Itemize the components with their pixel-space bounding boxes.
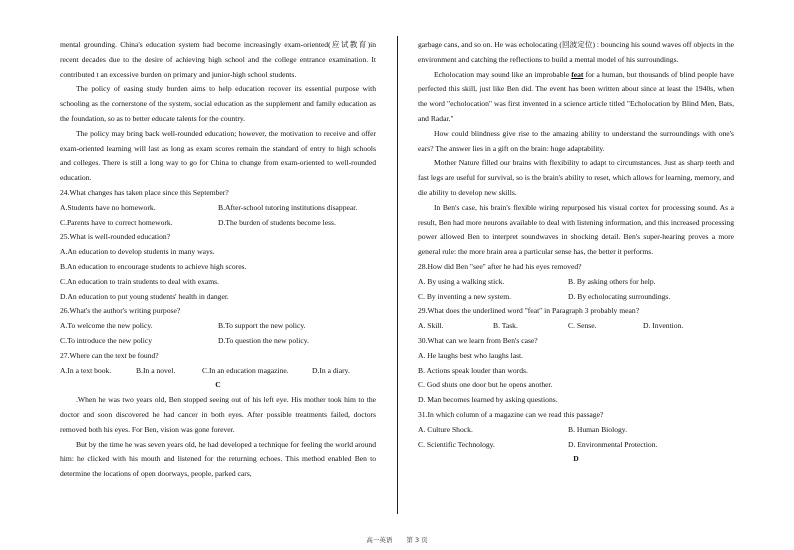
q27-option-a: A.In a text book. bbox=[60, 365, 112, 375]
section-d-heading: D bbox=[573, 454, 579, 464]
question-24-options-row1 bbox=[60, 201, 376, 216]
question-29: 29.What does the underlined word "feat" in Paragraph 3 probably mean? bbox=[418, 306, 640, 316]
page-footer bbox=[0, 535, 794, 544]
q25-option-b: B.An education to encourage students to achieve high scores. bbox=[60, 261, 247, 271]
q27-option-d: D.In a diary. bbox=[312, 365, 350, 375]
underlined-word-feat: feat bbox=[571, 69, 584, 79]
question-31-options-row2 bbox=[418, 438, 734, 453]
q27-option-b: B.In a novel. bbox=[136, 365, 176, 375]
q31-option-d: D. Environmental Protection. bbox=[568, 439, 658, 449]
left-paragraph-3: The policy may bring back well-rounded education; however, the motivation to receive and offer exam-oriented learning will last as long as exam scores remain the standard of entry to high schools and colleges. There is still a long way to go for China to change from exam-oriented to well-rounded education. bbox=[60, 128, 376, 183]
question-26: 26.What's the author's writing purpose? bbox=[60, 306, 181, 316]
left-column bbox=[60, 38, 376, 482]
q28-option-a: A. By using a walking stick. bbox=[418, 276, 505, 286]
right-paragraph-3: How could blindness give rise to the amazing ability to understand the surroundings with one's ears? The answer lies in a gift on the brain: huge adaptability. bbox=[418, 128, 734, 153]
q31-option-c: C. Scientific Technology. bbox=[418, 439, 495, 449]
section-c-heading: C bbox=[215, 380, 221, 390]
right-paragraph-2-end: for a human, but thousands of blind people have perfected this skill, just like Ben did. The event has been written about since at least the 1940s, when the word "echolocation" was first invented in a science article titled "Echolocation by Blind Men, Bats, and Radar." bbox=[418, 69, 734, 123]
footer-subject: 高一英语 bbox=[366, 536, 393, 544]
q30-option-b: B. Actions speak louder than words. bbox=[418, 365, 528, 375]
q25-option-a: A.An education to develop students in many ways. bbox=[60, 247, 215, 257]
question-26-options-row1 bbox=[60, 319, 376, 334]
q31-option-a: A. Culture Shock. bbox=[418, 424, 473, 434]
q27-option-c: C.In an education magazine. bbox=[202, 365, 289, 375]
q24-option-c: C.Parents have to correct homework. bbox=[60, 217, 173, 227]
q29-option-c: C. Sense. bbox=[568, 321, 597, 331]
question-31: 31.In which column of a magazine can we read this passage? bbox=[418, 409, 604, 419]
q25-option-d: D.An education to put young students' health in danger. bbox=[60, 291, 229, 301]
question-28-options-row1 bbox=[418, 275, 734, 290]
question-27: 27.Where can the text be found? bbox=[60, 350, 159, 360]
q26-option-a: A.To welcome the new policy. bbox=[60, 321, 153, 331]
right-paragraph-4: Mother Nature filled our brains with flexibility to adapt to circumstances. Just as sharp teeth and fast legs are useful for survival, so is the brain's ability to reset, which allows for learning, memory, and die ability to develop new skills. bbox=[418, 158, 734, 197]
q30-option-d: D. Man becomes learned by asking questions. bbox=[418, 395, 558, 405]
question-25: 25.What is well-rounded education? bbox=[60, 232, 171, 242]
right-paragraph-1: garbage cans, and so on. He was echolocating (回波定位) : bouncing his sound waves off objects in the environment and catching the reflections to build a mental model of his surroundings. bbox=[418, 40, 734, 64]
right-paragraph-5: In Ben's case, his brain's flexible wiring repurposed his visual cortex for processing sound. As a result, Ben had more neurons available to deal with listening information, and this increased processing power allowed Ben to interpret soundwaves in shocking detail. Ben's super-hearing proves a more general rule: the more brain area a particular sense has, the better it performs. bbox=[418, 202, 734, 257]
q24-option-b: B.After-school tutoring institutions disappear. bbox=[218, 202, 358, 212]
right-column bbox=[418, 38, 734, 467]
q25-option-c: C.An education to train students to deal with exams. bbox=[60, 276, 220, 286]
q30-option-a: A. He laughs best who laughs last. bbox=[418, 350, 524, 360]
q26-option-d: D.To question the new policy. bbox=[218, 335, 309, 345]
question-28-options-row2 bbox=[418, 290, 734, 305]
q31-option-b: B. Human Biology. bbox=[568, 424, 627, 434]
question-24-options-row2 bbox=[60, 216, 376, 231]
q26-option-c: C.To introduce the new policy bbox=[60, 335, 153, 345]
q28-option-d: D. By echolocating surroundings. bbox=[568, 291, 671, 301]
footer-page-number: 第 3 页 bbox=[406, 536, 428, 544]
q29-option-b: B. Task. bbox=[493, 321, 518, 331]
q24-option-d: D.The burden of students become less. bbox=[218, 217, 336, 227]
q26-option-b: B.To support the new policy. bbox=[218, 321, 306, 331]
question-30: 30.What can we learn from Ben's case? bbox=[418, 335, 538, 345]
question-28: 28.How did Ben "see" after he had his eyes removed? bbox=[418, 261, 582, 271]
q28-option-c: C. By inventing a new system. bbox=[418, 291, 512, 301]
q29-option-d: D. Invention. bbox=[643, 321, 684, 331]
q29-option-a: A. Skill. bbox=[418, 321, 444, 331]
left-paragraph-2: The policy of easing study burden aims to help education recover its essential purpose with schooling as the cornerstone of the system, social education as the supplement and family education as the foundation, so as to better educate talents for the country. bbox=[60, 84, 376, 123]
question-26-options-row2 bbox=[60, 334, 376, 349]
q30-option-c: C. God shuts one door but he opens another. bbox=[418, 380, 553, 390]
question-29-options bbox=[418, 319, 734, 334]
left-paragraph-5: But by the time he was seven years old, he had developed a technique for feeling the world around him: he clicked with his mouth and listened for the returning echoes. This method enabled Ben to determine the locations of open doorways, people, parked cars, bbox=[60, 439, 376, 479]
right-paragraph-2 bbox=[418, 68, 734, 127]
q24-option-a: A.Students have no homework. bbox=[60, 202, 156, 212]
column-divider bbox=[397, 36, 398, 514]
right-paragraph-2-start: Echolocation may sound like an improbable bbox=[434, 69, 572, 79]
left-paragraph-1: mental grounding. China's education system had become increasingly exam-oriented(应试教育)in recent decades due to the desire of achieving high school and the college entrance examination. It contributed t an excessive burden on primary and junior-high school students. bbox=[60, 40, 376, 79]
left-paragraph-4: .When he was two years old, Ben stopped seeing out of his left eye. His mother took him to the doctor and soon discovered he had cancer in both eyes. After possible treatments failed, doctors removed both his eyes. For Ben, vision was gone forever. bbox=[60, 395, 376, 434]
q28-option-b: B. By asking others for help. bbox=[568, 276, 656, 286]
question-27-options bbox=[60, 364, 376, 379]
question-31-options-row1 bbox=[418, 423, 734, 438]
question-24: 24.What changes has taken place since this September? bbox=[60, 187, 229, 197]
